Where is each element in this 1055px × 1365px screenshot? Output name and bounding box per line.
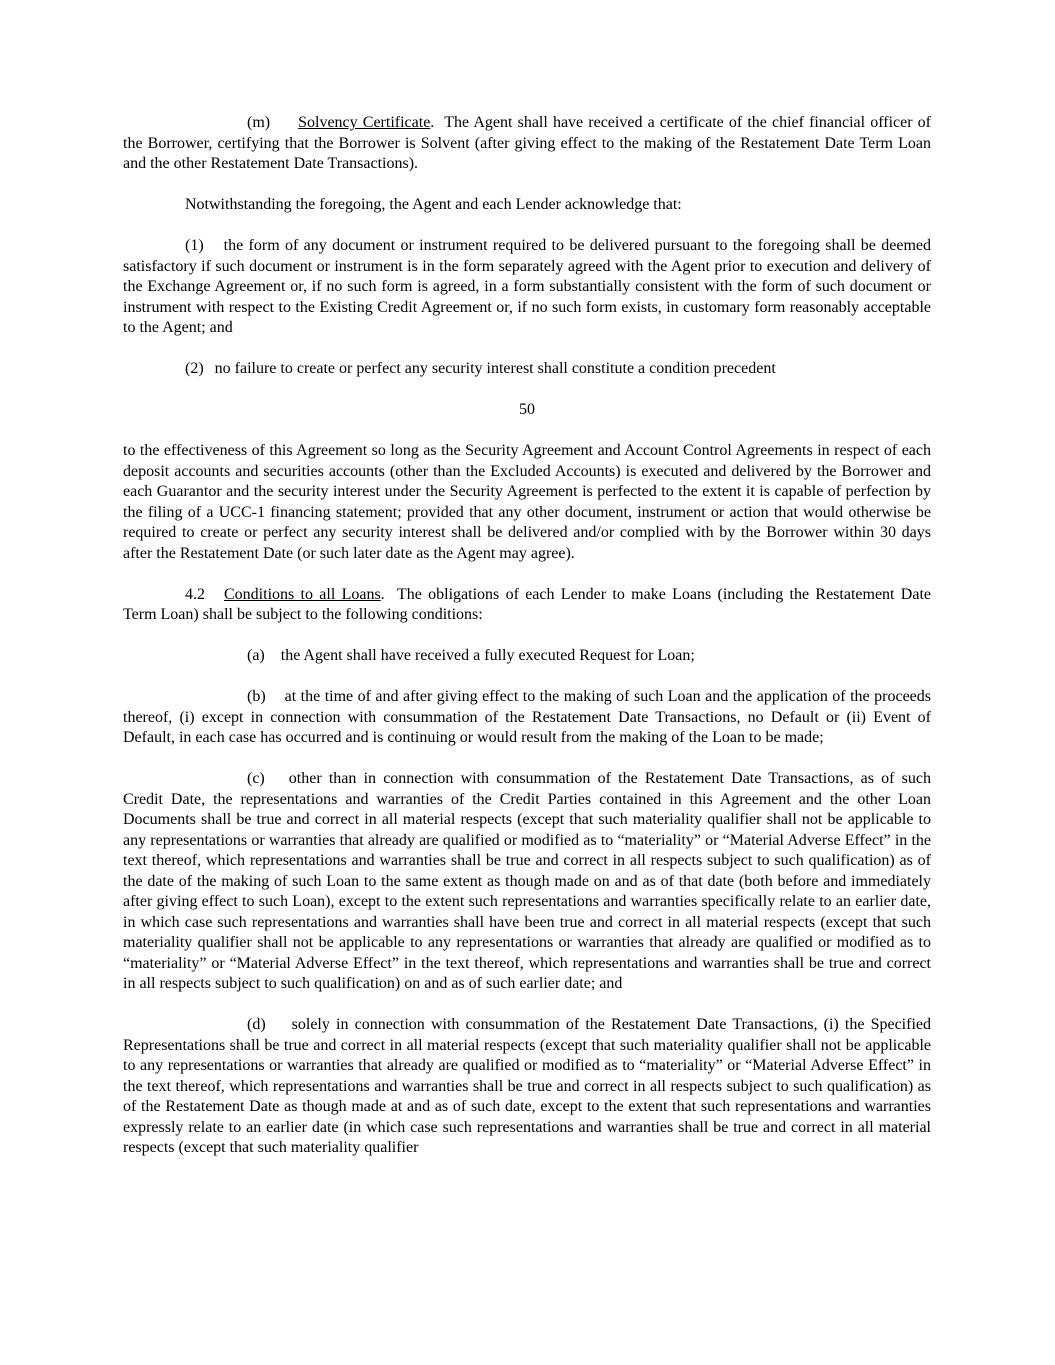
tab-space [204,236,224,237]
text-run: no failure to create or perfect any security interest shall constitute a condition precedent [214,360,776,377]
text-run: at the time of and after giving effect to the making of such Loan and the application of the proceeds thereof, (i) except in connection with consummation of the Restatement Date Transactions, no Default or (ii) Event of Default, in each case has occurred and is continuing or would result from the making of the Loan to be made; [123,688,931,746]
text-run: (c) [247,770,265,787]
tab-space [204,359,215,360]
text-run: . The obligations of each Lender to make Loans (including the Restatement Date Term Loan) shall be subject to the following conditions: [123,585,931,623]
text-run: the Agent shall have received a fully executed Request for Loan; [280,647,695,664]
tab-space [266,1015,292,1016]
text-run: other than in connection with consummation of the Restatement Date Transactions, as of such Credit Date, the representations and warranties of the Credit Parties contained in this Agreement and the other Loan Documents shall be true and correct in all material respects (except that such materiality qualifier shall not be applicable to any representations or warranties that already are qualified or modified as to “materiality” or “Material Adverse Effect” in the text thereof, which representations and warranties shall be true and correct in all respects subject to such qualification) as of the date of the making of such Loan to the same extent as though made on and as of that date (both before and immediately after giving effect to such Loan), except to the extent such representations and warranties specifically relate to an earlier date, in which case such representations and warranties shall have been true and correct in all material respects (except that such materiality qualifier shall not be applicable to any representations or warranties that already are qualified or modified as to “materiality” or “Material Adverse Effect” in the text thereof, which representations and warranties shall be true and correct in all respects subject to such qualification) on and as of such earlier date; and [123,770,931,992]
paragraph-a-request-for-loan [123,646,931,667]
paragraph-d-specified-representations [123,1015,931,1159]
paragraph-continuation-effectiveness [123,441,931,564]
document-body [123,113,931,1179]
paragraph-b-no-default [123,687,931,749]
text-run: 4.2 [185,585,205,603]
section-4-2-conditions-to-all-loans [123,585,931,626]
text-run: . The Agent shall have received a certificate of the chief financial officer of the Borrower, certifying that the Borrower is Solvent (after giving effect to the making of the Restatement Date Term Loan and the other Restatement Date Transactions). [123,114,931,172]
text-run: 50 [519,401,535,418]
text-run: (a) [247,647,265,664]
paragraph-1-form-of-documents [123,236,931,339]
page-number [123,400,931,421]
text-run: the form of any document or instrument required to be delivered pursuant to the foregoing shall be deemed satisfactory if such document or instrument is in the form separately agreed with the Agent prior to execution and delivery of the Exchange Agreement or, if no such form is agreed, in a form substantially consistent with the form of such document or instrument with respect to the Existing Credit Agreement or, if no such form exists, in customary form reasonably acceptable to the Agent; and [123,237,931,336]
paragraph-acknowledgement-intro [123,195,931,216]
paragraph-c-representations-warranties [123,769,931,995]
text-run: solely in connection with consummation of the Restatement Date Transactions, (i) the Specified Representations shall be true and correct in all material respects (except that such materiality qualifier shall not be applicable to any representations or warranties that already are qualified or modified as to “materiality” or “Material Adverse Effect” in the text thereof, which representations and warranties shall be true and correct in all respects subject to such qualification) as of the Restatement Date as though made at and as of such date, except to the extent that such representations and warranties expressly relate to an earlier date (in which case such representations and warranties shall be true and correct in all material respects (except that such materiality qualifier [123,1016,931,1156]
tab-space [205,585,224,586]
underlined-heading-text: Conditions to all Loans [224,585,381,603]
tab-space [265,769,289,770]
tab-space [266,687,285,688]
text-run: to the effectiveness of this Agreement so long as the Security Agreement and Account Control Agreements in respect of each deposit accounts and securities accounts (other than the Excluded Accounts) is executed and delivered by the Borrower and each Guarantor and the security interest under the Security Agreement is perfected to the extent it is capable of perfection by the filing of a UCC-1 financing statement; provided that any other document, instrument or action that would otherwise be required to create or perfect any security interest shall be delivered and/or complied with by the Borrower within 30 days after the Restatement Date (or such later date as the Agent may agree). [123,442,931,562]
text-run: (b) [247,688,266,705]
paragraph-2-no-failure [123,359,931,380]
text-run: (d) [247,1016,266,1033]
text-run: (m) [247,114,271,131]
text-run: (2) [185,360,204,377]
tab-space [270,113,298,114]
tab-space [265,646,281,647]
underlined-heading-text: Solvency Certificate [298,114,431,131]
paragraph-m-solvency-certificate [123,113,931,175]
text-run: (1) [185,237,204,254]
text-run: Notwithstanding the foregoing, the Agent and each Lender acknowledge that: [185,196,682,213]
